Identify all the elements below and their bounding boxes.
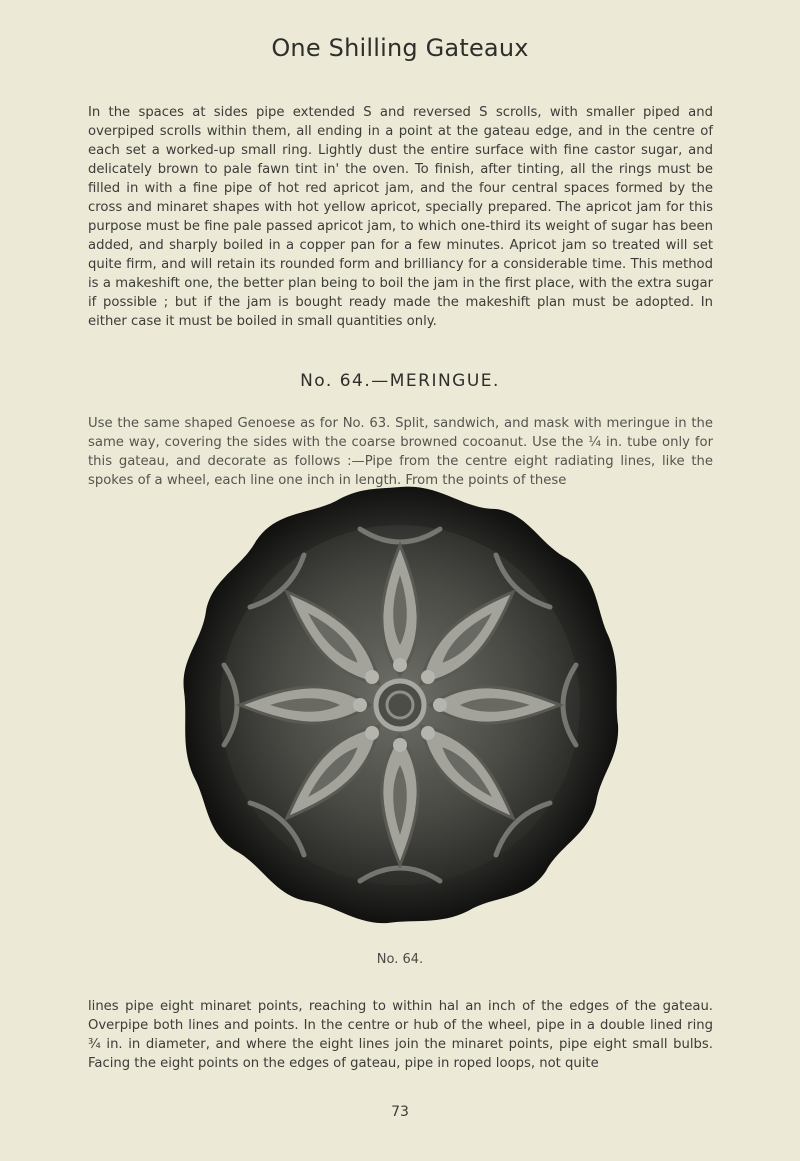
paragraph-meringue-continued: lines pipe eight minaret points, reaching to within hal an inch of the edges of the gateau. Overpipe both lines and points. In the centre or hub of the wheel, pipe in a double lined ring ¾ in. in diameter, and where the eight lines join the minaret points, pipe eight small bulbs. Facing the eight points on the edges of gateau, pipe in roped loops, not quite: [88, 999, 713, 1072]
section-heading-meringue: No. 64.—MERINGUE.: [300, 371, 500, 391]
gateau-photo-illustration: [172, 483, 628, 926]
paragraph-meringue-intro: Use the same shaped Genoese as for No. 63. Split, sandwich, and mask with meringue in the same way, covering the sides with the coarse browned cocoanut. Use the ¼ in. tube only for this gateau, and decorate as follows :—Pipe from the centre eight radiating lines, like the spokes of a wheel, each line one inch in length. From the points of these: [88, 416, 713, 489]
figure-caption: No. 64.: [376, 952, 424, 967]
running-title: One Shilling Gateaux: [271, 34, 529, 62]
gateau-photograph: [172, 483, 628, 926]
page-number: 73: [391, 1104, 409, 1120]
paragraph-apricot-finish: In the spaces at sides pipe extended S and reversed S scrolls, with smaller piped and overpiped scrolls within them, all ending in a point at the gateau edge, and in the centre of each set a worked-up small ring. Lightly dust the entire surface with fine castor sugar, and delicately brown to pale fawn tint in' the oven. To finish, after tinting, all the rings must be filled in with a fine pipe of hot red apricot jam, and the four central spaces formed by the cross and minaret shapes with hot yellow apricot, specially prepared. The apricot jam for this purpose must be fine pale passed apricot jam, to which one-third its weight of sugar has been added, and sharply boiled in a copper pan for a few minutes. Apricot jam so treated will set quite firm, and will retain its rounded form and brilliancy for a considerable time. This method is a makeshift one, the better plan being to boil the jam in the first place, with the extra sugar if possible ; but if the jam is bought ready made the makeshift plan must be adopted. In either case it must be boiled in small quantities only.: [88, 105, 713, 330]
